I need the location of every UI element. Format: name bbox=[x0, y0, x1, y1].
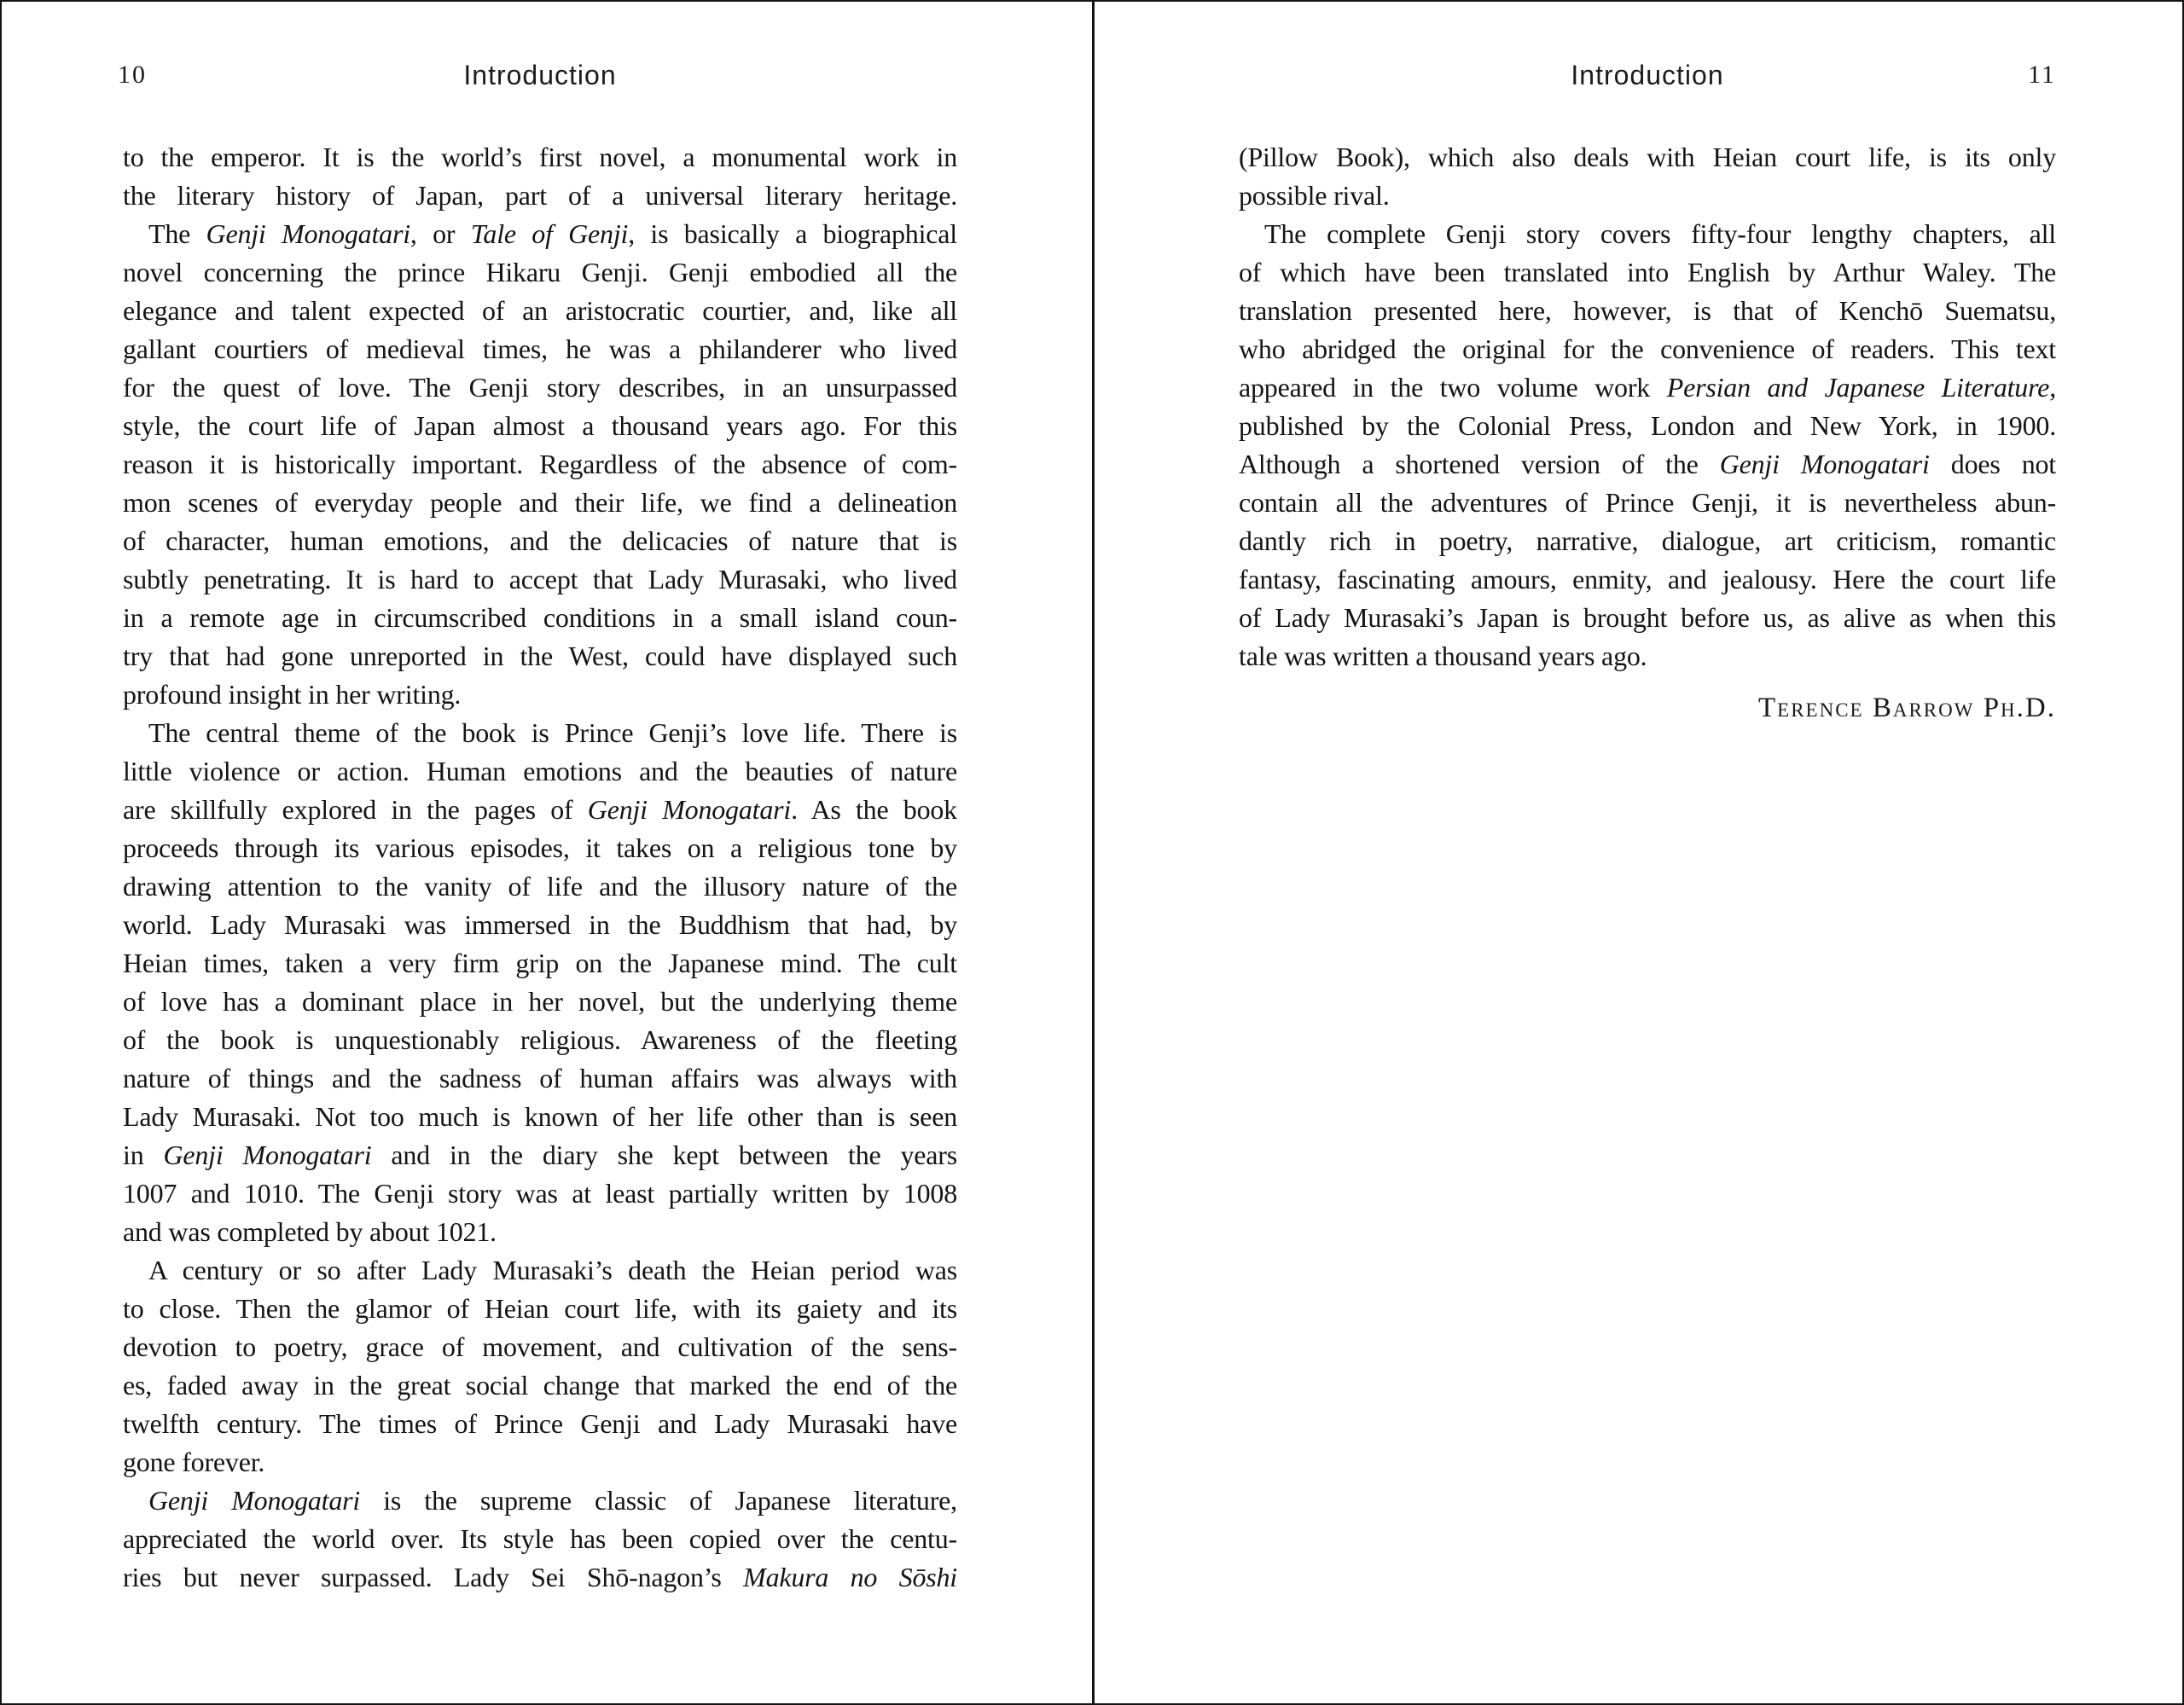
text-line: possible rival. bbox=[1239, 180, 1390, 211]
text-line: The central theme of the book is Prince Genji’s love life. There is bbox=[148, 717, 957, 748]
right-page-number: 11 bbox=[2028, 61, 2056, 89]
italic-title: Tale of Genji bbox=[470, 218, 629, 249]
right-page-header bbox=[1239, 56, 2056, 94]
text-line: of the book is unquestionably religious. Awareness of the fleeting bbox=[123, 1024, 957, 1055]
text-line: little violence or action. Human emotions and the beauties of nature bbox=[123, 756, 957, 786]
text-line: dantly rich in poetry, narrative, dialogue, art criticism, romantic bbox=[1239, 525, 2056, 556]
italic-title: Genji Monogatari bbox=[206, 218, 410, 249]
text-line: in Genji Monogatari and in the diary she kept between the years bbox=[123, 1140, 957, 1170]
text-line: elegance and talent expected of an aristocratic courtier, and, like all bbox=[123, 295, 957, 326]
text-line: profound insight in her writing. bbox=[123, 679, 462, 710]
text-line: drawing attention to the vanity of life and the illusory nature of the bbox=[123, 871, 957, 902]
text-line: fantasy, fascinating amours, enmity, and jealousy. Here the court life bbox=[1239, 564, 2056, 594]
text-line: Genji Monogatari is the supreme classic of Japanese literature, bbox=[148, 1485, 957, 1516]
text-line: appreciated the world over. Its style has been copied over the centu- bbox=[123, 1523, 957, 1554]
text-line: tale was written a thousand years ago. bbox=[1239, 641, 1647, 671]
text-line: subtly penetrating. It is hard to accept that Lady Murasaki, who lived bbox=[123, 564, 957, 594]
text-line: Although a shortened version of the Genji Monogatari does not bbox=[1239, 449, 2056, 479]
text-line: the literary history of Japan, part of a universal literary heritage. bbox=[123, 180, 957, 211]
text-line: in a remote age in circumscribed conditions in a small island coun- bbox=[123, 602, 957, 633]
italic-title: Genji Monogatari bbox=[148, 1485, 361, 1516]
text-line: to close. Then the glamor of Heian court life, with its gaiety and its bbox=[123, 1293, 957, 1324]
text-line: and was completed by about 1021. bbox=[123, 1216, 497, 1247]
page-divider bbox=[1092, 2, 1095, 1703]
text-line: are skillfully explored in the pages of Genji Monogatari. As the book bbox=[123, 794, 957, 825]
text-line: for the quest of love. The Genji story describes, in an unsurpassed bbox=[123, 372, 957, 403]
right-page bbox=[1239, 2, 2056, 1703]
left-page-body bbox=[123, 138, 957, 1597]
text-line: Lady Murasaki. Not too much is known of her life other than is seen bbox=[123, 1101, 957, 1132]
left-page-number: 10 bbox=[118, 61, 147, 89]
left-page-header bbox=[118, 56, 957, 94]
right-page-body bbox=[1239, 138, 2056, 676]
text-line: Heian times, taken a very firm grip on the Japanese mind. The cult bbox=[123, 948, 957, 978]
text-line: appeared in the two volume work Persian and Japanese Literature, bbox=[1239, 372, 2056, 403]
text-line: of love has a dominant place in her novel, but the underlying theme bbox=[123, 986, 957, 1017]
text-line: of Lady Murasaki’s Japan is brought before us, as alive as when this bbox=[1239, 602, 2056, 633]
text-line: mon scenes of everyday people and their life, we find a delineation bbox=[123, 487, 957, 518]
text-line: style, the court life of Japan almost a thousand years ago. For this bbox=[123, 410, 957, 441]
italic-title: Genji Monogatari bbox=[163, 1140, 372, 1170]
text-line: twelfth century. The times of Prince Genji and Lady Murasaki have bbox=[123, 1408, 957, 1439]
text-line: (Pillow Book), which also deals with Heian court life, is its only bbox=[1239, 142, 2056, 172]
text-line: gallant courtiers of medieval times, he was a philanderer who lived bbox=[123, 333, 957, 364]
text-line: ries but never surpassed. Lady Sei Shō-nagon’s Makura no Sōshi bbox=[123, 1562, 957, 1592]
text-line: 1007 and 1010. The Genji story was at least partially written by 1008 bbox=[123, 1178, 957, 1209]
author-signature: Terence Barrow Ph.D. bbox=[1757, 693, 2056, 723]
text-line: translation presented here, however, is that of Kenchō Suematsu, bbox=[1239, 295, 2056, 326]
text-line: gone forever. bbox=[123, 1447, 265, 1477]
text-line: of character, human emotions, and the delicacies of nature that is bbox=[123, 525, 957, 556]
text-line: world. Lady Murasaki was immersed in the Buddhism that had, by bbox=[123, 909, 957, 940]
text-line: reason it is historically important. Regardless of the absence of com- bbox=[123, 449, 957, 479]
left-running-header: Introduction bbox=[463, 60, 617, 90]
italic-title: Genji Monogatari bbox=[587, 794, 792, 825]
text-line: devotion to poetry, grace of movement, and cultivation of the sens- bbox=[123, 1331, 957, 1362]
text-line: The Genji Monogatari, or Tale of Genji, is basically a biographical bbox=[148, 218, 957, 249]
text-line: A century or so after Lady Murasaki’s death the Heian period was bbox=[148, 1255, 957, 1285]
text-line: contain all the adventures of Prince Genji, it is nevertheless abun- bbox=[1239, 487, 2056, 518]
text-line: novel concerning the prince Hikaru Genji. Genji embodied all the bbox=[123, 257, 957, 287]
right-running-header: Introduction bbox=[1571, 60, 1724, 90]
text-line: of which have been translated into English by Arthur Waley. The bbox=[1239, 257, 2056, 287]
text-line: proceeds through its various episodes, it takes on a religious tone by bbox=[123, 832, 957, 863]
italic-title: Makura no Sōshi bbox=[743, 1562, 957, 1592]
text-line: who abridged the original for the convenience of readers. This text bbox=[1239, 333, 2056, 364]
text-line: published by the Colonial Press, London and New York, in 1900. bbox=[1239, 410, 2056, 441]
italic-title: Genji Monogatari bbox=[1719, 449, 1930, 479]
text-line: The complete Genji story covers fifty-four lengthy chapters, all bbox=[1264, 218, 2056, 249]
text-line: nature of things and the sadness of human affairs was always with bbox=[123, 1063, 957, 1093]
left-page bbox=[118, 2, 957, 1703]
text-line: to the emperor. It is the world’s first novel, a monumental work in bbox=[123, 142, 957, 172]
italic-title: Persian and Japanese Literature bbox=[1666, 372, 2050, 403]
text-line: es, faded away in the great social change that marked the end of the bbox=[123, 1370, 957, 1401]
text-line: try that had gone unreported in the West, could have displayed such bbox=[123, 641, 957, 671]
